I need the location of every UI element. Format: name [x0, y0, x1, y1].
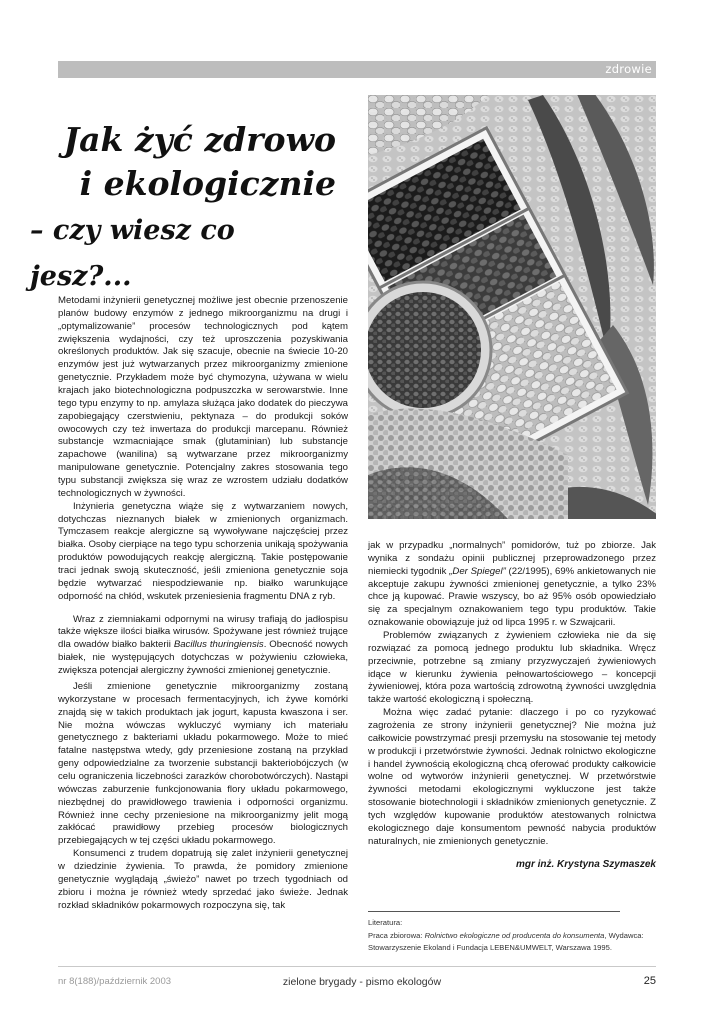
divider [368, 911, 620, 912]
title-line-3: – czy wiesz co jesz?... [30, 215, 235, 292]
paragraph [368, 540, 656, 630]
paragraph-text: . Obecność nowych białek, nie występujących dotychczas w pożywieniu człowieka, zwiększa potencjał alergiczny żywności zmienionej genetycznie. [58, 639, 348, 677]
publication-name: „Der Spiegel” [449, 565, 506, 577]
section-header-bar [58, 61, 656, 78]
reference-line [368, 930, 656, 943]
paragraph: Można więc zadać pytanie: dlaczego i po co ryzykować zagrożenia ze strony inżynierii genetycznej? Nie można już całkowicie powstrzymać presji przemysłu na stosowanie tej metody w produkcji i przetwórstwie żywności. Jednak rolnictwo ekologiczne i handel żywnością ekologiczną chcą oferować produkty całkowicie wolne od wytworów inżynierii genetycznej. W przetwórstwie żywności metodami ekologicznymi wykluczone jest także stosowanie biotechnologii i składników zmienionych genetycznie. Z tych względów kupowanie produktów atestowanych rolnictwa ekologicznego daje konsumentom pewność nabycia produktów naturalnych, nie zmienionych genetycznie. [368, 707, 656, 847]
reference-text: Praca zbiorowa: [368, 930, 425, 940]
section-label: zdrowie [605, 62, 652, 76]
article-column-right [368, 540, 656, 871]
footer-divider [58, 966, 656, 967]
species-name: Bacillus thuringiensis [173, 639, 264, 651]
author-name: mgr inż. Krystyna Szymaszek [515, 858, 656, 870]
paragraph: Inżynieria genetyczna wiąże się z wytwarzaniem nowych, dotychczas nieznanych białek w zmienionych organizmach. Tymczasem reakcje alergiczne są wywoływane najczęściej przez białka. Osoby cierpiące na tego typu schorzenia unikają spożywania produktów powodujących reakcję alergiczną. Takie postępowanie traci jednak swoją skuteczność, jeśli zmieniona genetycznie soja będzie wytwarzać niespodziewanie np. białko warunkujące odporność na chłód, wskutek przeniesienia fragmentu DNA z ryb. [58, 500, 348, 602]
page-number: 25 [643, 975, 656, 987]
legumes-illustration [368, 95, 656, 519]
reference-line: Stowarzyszenie Ekoland i Fundacja LEBEN&UMWELT, Warszawa 1995. [368, 943, 612, 952]
paragraph: Konsumenci z trudem dopatrują się zalet inżynierii genetycznej w dziedzinie żywienia. To prawda, że pomidory zmienione genetycznie wyglądają „świeżo” nawet po trzech tygodniach od zbioru i można je również wtedy sprzedać jako świeże. Jednak rozkład składników pokarmowych rozpoczyna się, tak [58, 848, 348, 911]
paragraph-text: (22/1995), 69% ankietowanych nie akceptuje zakupu żywności zmienionej genetycznie, a tylko 23% chce ją kupować. Prawie wszyscy, bo aż 95% osób opowiedziało się za specjalnym oznakowaniem tego typu produktów. Takie oznakowanie obowiązuje już od lipca 1995 r. w Szwajcarii. [368, 565, 656, 629]
paragraph-text: jak w przypadku „normalnych” pomidorów, tuż po zbiorze. Jak wynika z sondażu opinii publicznej przeprowadzonego przez niemiecki tygodnik [368, 540, 656, 577]
paragraph [58, 614, 348, 678]
legumes-photo [368, 95, 656, 519]
title-line-1: Jak żyć zdrowo [63, 120, 336, 159]
paragraph: Jeśli zmienione genetycznie mikroorganizmy zostaną wykorzystane w procesach fermentacyjnych, ich żywe komórki znajdą się w takich produktach jak jogurt, kapusta kwaszona i ser. Nie można wówczas wykluczyć wymiany ich materiału genetycznego z bakteriami układu pokarmowego. Może to mieć fatalne następstwa wtedy, gdy przeniesione zostaną na przykład geny odpowiedzialne za tworzenie substancji bakteriobójczych (w celu ograniczenia liczebności zarazków chorobotwórczych). Nastąpi wówczas zaburzenie funkcjonowania flory układu pokarmowego, niezbędnej do prawidłowego trawienia i odporności organizmu. Również inne cechy przeniesione na mikroorganizmy jelit mogą zakłócać prawidłowy przebieg procesów biologicznych przebiegających w tej części układu pokarmowego. [58, 680, 348, 847]
reference-title: Rolnictwo ekologiczne od producenta do konsumenta [424, 930, 605, 940]
paragraph-text: Wraz z ziemniakami odpornymi na wirusy trafiają do jadłospisu także większe ilości białka wirusów. Spożywane jest również trujące dla owadów białko bakterii [58, 613, 348, 651]
issue-info: nr 8(188)/październik 2003 [58, 976, 172, 987]
article-column-left [58, 295, 348, 912]
paragraph: Metodami inżynierii genetycznej możliwe jest obecnie przenoszenie planów budowy enzymów z jednego mikroorganizmu na drugi i „optymalizowanie” procesów technologicznych pod kątem zwiększenia wydajności, czy też uproszczenia pozyskiwania określonych produktów. Jak się szacuje, obecnie na świecie 10-20 enzymów jest już wytwarzanych przez mikroorganizmy zmienione genetycznie. Przykładem może być chymozyna, używana w wielu krajach jako biotechnologiczna podpuszczka w serowarstwie. Inne tego typu enzymy to np. amylaza służąca jako dodatek do pieczywa zapobiegający czerstwieniu, pektynaza – do produkcji soków owocowych czy też inwertaza do produkcji marcepanu. Również substancje wzmacniające smak (glutaminian) lub substancje zapachowe (wanilina) są wytwarzane przez mikroorganizmy manipulowane genetycznie. Potencjalny zakres stosowania tego typu substancji zwiększa się wraz ze wzrostem udziału dodatków technologicznych w żywności. [58, 295, 348, 499]
article-title [30, 118, 336, 300]
reference-text: , Wydawca: [604, 930, 644, 940]
references-heading: Literatura: [368, 918, 403, 927]
paragraph: Problemów związanych z żywieniem człowieka nie da się rozwiązać za pomocą jednego produktu lub składnika. Wręcz przeciwnie, potrzebne są zmiany przyzwyczajeń żywieniowych idące w kierunku żywienia pełnowartościowego – koncepcji żywieniowej, która poza wartością zdrowotną żywności uwzględnia także wartość ekologiczną i społeczną. [368, 630, 656, 706]
references [368, 917, 656, 955]
magazine-name: zielone brygady - pismo ekologów [282, 976, 442, 988]
title-line-2: i ekologicznie [79, 164, 336, 203]
